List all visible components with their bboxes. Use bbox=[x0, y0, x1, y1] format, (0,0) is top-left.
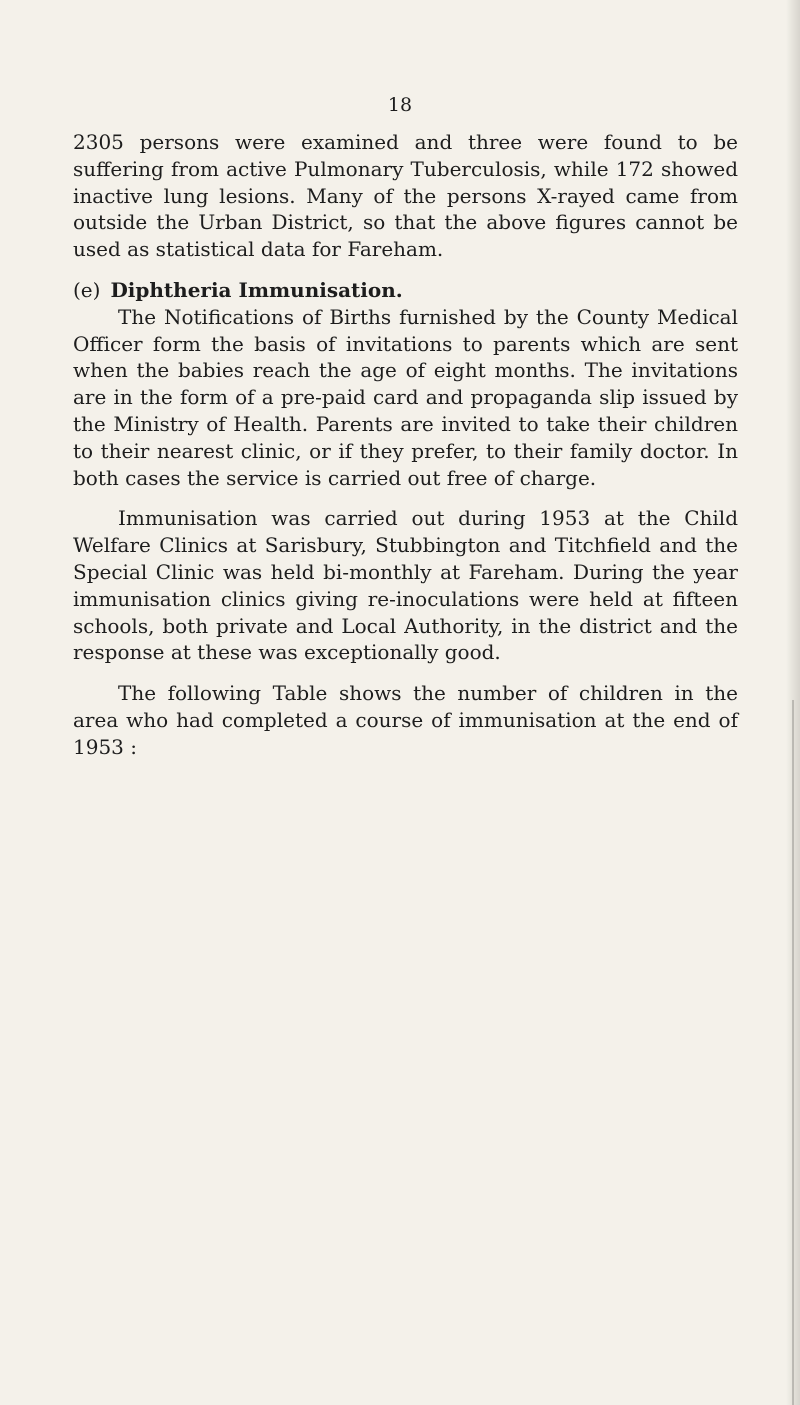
page-edge-line bbox=[792, 700, 794, 1405]
section-title: Diphtheria Immunisation. bbox=[110, 277, 403, 302]
page-number: 18 bbox=[387, 94, 413, 116]
intro-paragraph: 2305 persons were examined and three were found to be suffering from active Pulmonary Tuberculosis, while 172 showed inactive lung lesions. Many of the persons X-rayed came from outside the Urban District, so that the above figures cannot be used as statistical data for Fareham. bbox=[73, 130, 738, 262]
section-paragraph-notifications: The Notifications of Births furnished by the County Medical Officer form the basis of invitations to parents which are sent when the babies reach the age of eight months. The invitations are in the form of a pre-paid card and propaganda slip issued by the Ministry of Health. Parents are invited to take their children to their nearest clinic, or if they prefer, to their family doctor. In both cases the service is carried out free of charge. bbox=[73, 304, 738, 490]
document-body bbox=[73, 129, 738, 761]
section-label: (e) bbox=[73, 277, 101, 302]
section-paragraph-clinics: Immunisation was carried out during 1953 at the Child Welfare Clinics at Sarisbury, Stubbington and Titchfield and the Special Clinic was held bi-monthly at Fareham. During the year immunisation clinics giving re-inoculations were held at fifteen schools, both private and Local Authority, in the district and the response at these was exceptionally good. bbox=[73, 506, 738, 665]
section-heading bbox=[73, 277, 738, 304]
section-paragraph-table-intro: The following Table shows the number of children in the area who had completed a course of immunisation at the end of 1953 : bbox=[73, 681, 738, 759]
